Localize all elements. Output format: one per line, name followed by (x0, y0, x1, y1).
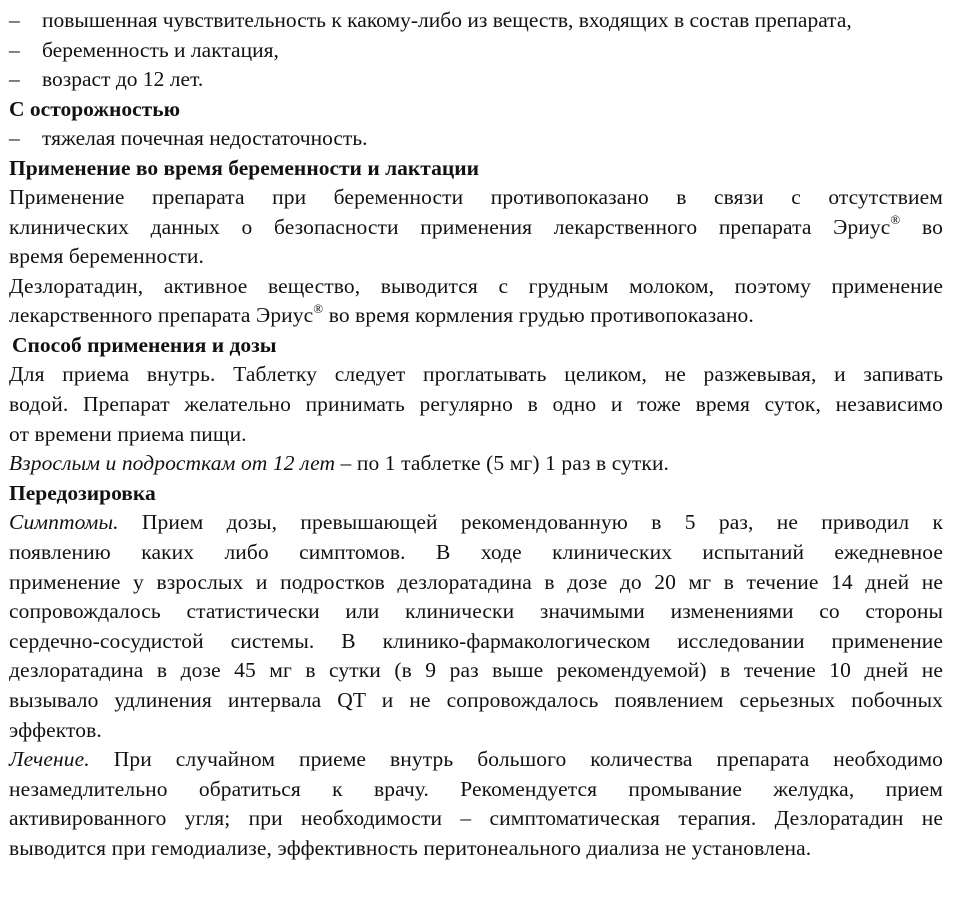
text-line: незамедлительно обратиться к врачу. Рекомендуется промывание желудка, прием (9, 776, 943, 801)
paragraph-pregnancy (9, 183, 943, 272)
list-item-text: тяжелая почечная недостаточность. (42, 126, 368, 150)
text-line: Для приема внутрь. Таблетку следует проглатывать целиком, не разжевывая, и запивать (9, 362, 943, 387)
text-span: во (900, 214, 943, 239)
dash-marker: – (9, 67, 20, 91)
text-line (9, 449, 943, 479)
text-line: время беременности. (9, 244, 204, 269)
text-line: Дезлоратадин, активное вещество, выводится с грудным молоком, поэтому применение (9, 273, 943, 298)
treatment-label: Лечение. (9, 747, 90, 772)
text-span: клинических данных о безопасности применения лекарственного препарата Эриус (9, 214, 891, 239)
heading-pregnancy: Применение во время беременности и лактации (9, 155, 480, 180)
heading-caution: С осторожностью (9, 96, 181, 121)
list-item (9, 6, 943, 36)
text-line: появлению каких либо симптомов. В ходе клинических испытаний ежедневное (9, 539, 943, 564)
text-line: вызывало удлинения интервала QT и не сопровождалось появлением серьезных побочных (9, 687, 943, 712)
text-line: сердечно-сосудистой системы. В клинико-фармакологическом исследовании применение (9, 628, 943, 653)
text-line (9, 301, 943, 331)
text-line (9, 508, 943, 538)
paragraph-symptoms (9, 508, 943, 745)
text-line: от времени приема пищи. (9, 421, 247, 446)
text-line: Применение препарата при беременности противопоказано в связи с отсутствием (9, 185, 943, 209)
list-item-text: повышенная чувствительность к какому-либо из веществ, входящих в состав препарата, (42, 8, 852, 32)
paragraph-dosage (9, 360, 943, 478)
adult-dose-label: Взрослым и подросткам от 12 лет (9, 451, 336, 476)
text-line: применение у взрослых и подростков дезлоратадина в дозе до 20 мг в течение 14 дней не (9, 569, 943, 594)
heading-overdose: Передозировка (9, 480, 156, 505)
text-line: дезлоратадина в дозе 45 мг в сутки (в 9 раз выше рекомендуемой) в течение 10 дней не (9, 658, 943, 683)
paragraph-treatment (9, 745, 943, 863)
text-line: выводится при гемодиализе, эффективность перитонеального диализа не установлена. (9, 835, 812, 860)
list-item (9, 124, 943, 154)
dash-marker: – (9, 8, 20, 32)
list-item-text: возраст до 12 лет. (42, 67, 204, 91)
list-item (9, 36, 943, 66)
list-item-text: беременность и лактация, (42, 37, 279, 62)
dash-marker: – (9, 126, 20, 150)
text-line (9, 745, 943, 775)
paragraph-lactation (9, 272, 943, 331)
text-span: лекарственного препарата Эриус (9, 303, 314, 328)
text-span: Прием дозы, превышающей рекомендованную в 5 раз, не приводил к (118, 510, 943, 535)
list-item (9, 65, 943, 95)
text-span: При случайном приеме внутрь большого количества препарата необходимо (89, 747, 943, 772)
text-line: активированного угля; при необходимости – симптоматическая терапия. Дезлоратадин не (9, 806, 943, 831)
text-line: сопровождалось статистически или клинически значимыми изменениями со стороны (9, 599, 943, 624)
symptoms-label: Симптомы. (9, 510, 119, 535)
text-span: – по 1 таблетке (5 мг) 1 раз в сутки. (335, 451, 670, 476)
registered-mark: ® (313, 301, 324, 317)
text-line (9, 213, 943, 243)
text-span: во время кормления грудью противопоказано. (323, 303, 754, 328)
dash-marker: – (9, 37, 20, 62)
text-line: эффектов. (9, 717, 102, 742)
text-line: водой. Препарат желательно принимать регулярно в одно и тоже время суток, независимо (9, 392, 943, 417)
heading-dosage: Способ применения и дозы (12, 332, 277, 357)
registered-mark: ® (890, 212, 901, 228)
